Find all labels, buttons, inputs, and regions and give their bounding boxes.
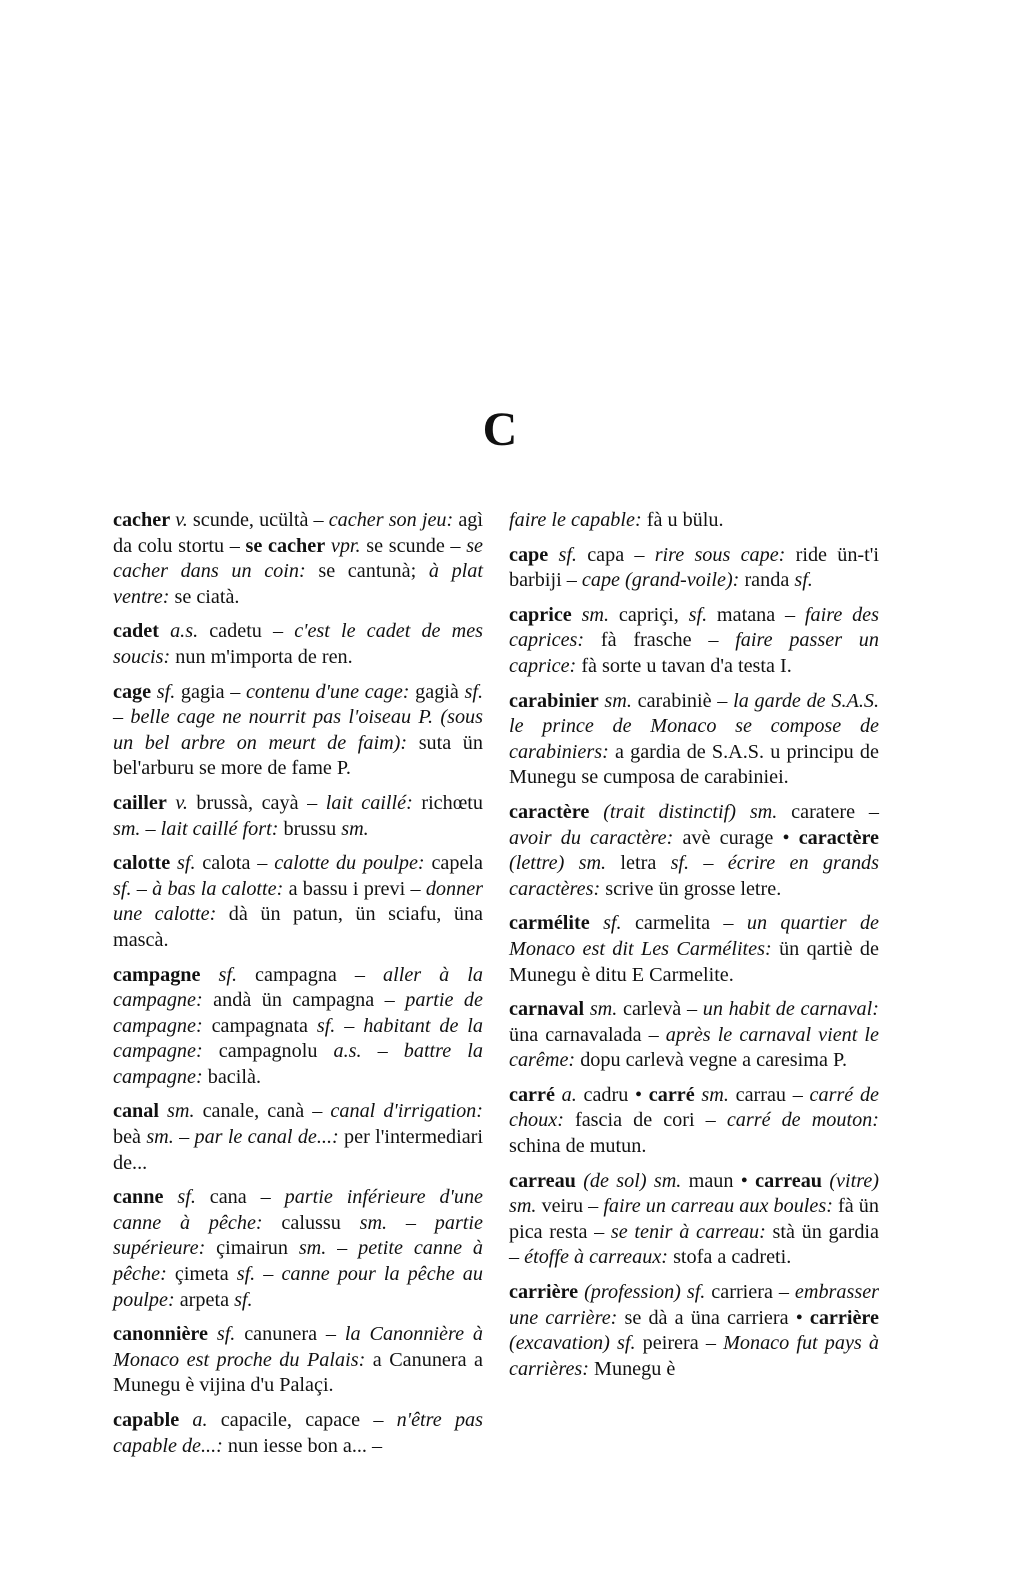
grammar-label: sm. (653, 1169, 682, 1192)
french-example: habitant de la campagne: (113, 1014, 483, 1063)
french-example: faire des caprices: (509, 603, 879, 652)
headword: cacher (113, 509, 171, 531)
dictionary-entry (509, 800, 879, 902)
translation-text: gagia – (175, 680, 246, 703)
translation-text: ride ün-t'i barbiji – (509, 543, 879, 592)
french-example: n'être pas capable de...: (113, 1409, 484, 1457)
translation-text (208, 1323, 217, 1345)
translation-text: cadetu – (198, 620, 295, 643)
section-letter: C (482, 403, 518, 456)
french-example: faire le capable: (509, 509, 642, 531)
translation-text: – (113, 706, 131, 729)
dictionary-entry (509, 1280, 879, 1382)
french-example: un quartier de Monaco est dit Les Carmélites: (509, 912, 880, 960)
translation-text: veiru – (536, 1195, 604, 1218)
dictionary-entry (113, 1322, 483, 1399)
french-example: c'est le cadet de mes soucis: (113, 620, 484, 668)
translation-text: – (361, 1040, 404, 1063)
french-example: Monaco fut pays à carrières: (509, 1332, 880, 1380)
translation-text: fascia de cori – (563, 1109, 727, 1132)
translation-text: brussu (278, 817, 342, 840)
translation-text: andà ün campagna – (202, 989, 406, 1012)
translation-text: ün qartiè de Munegu è ditu E Carmelite. (509, 937, 879, 986)
french-example: donner une calotte: (113, 877, 484, 926)
grammar-label: sm. (146, 1126, 174, 1149)
translation-text: çimairun (205, 1237, 299, 1260)
french-example: contenu d'une cage: (245, 680, 410, 703)
translation-text: scunde, ucültà – (187, 509, 329, 531)
dictionary-entry (113, 619, 483, 670)
headword: calotte (113, 852, 171, 875)
headword: cailler (113, 791, 167, 814)
translation-text: canale, canà – (194, 1100, 331, 1123)
headword: campagne (113, 963, 201, 986)
translation-text: – (255, 1263, 282, 1286)
headword: carré (509, 1083, 555, 1106)
translation-text (159, 620, 170, 642)
translation-text: matana – (707, 603, 805, 626)
dictionary-entry (113, 851, 483, 953)
grammar-label: sm. (167, 1100, 195, 1123)
dictionary-entry (113, 1408, 483, 1459)
translation-text: gagià (409, 680, 465, 703)
translation-text: fà ün pica resta – (509, 1195, 879, 1243)
translation-text: a Canunera a Munegu è vijina d'u Palaçi. (113, 1348, 483, 1397)
french-example: rire sous cape: (654, 543, 786, 566)
grammar-label: v. (175, 791, 188, 814)
dictionary-entry (113, 508, 483, 610)
translation-text (564, 852, 578, 874)
french-example: petite canne à pêche: (113, 1237, 483, 1286)
translation-text (555, 1084, 562, 1106)
translation-text: agì da colu stortu – (113, 509, 483, 557)
dictionary-entry (509, 1169, 879, 1271)
headword: carabinier (509, 689, 599, 712)
grammar-label: sf. (234, 1288, 253, 1311)
translation-text: – (335, 1014, 364, 1037)
headword: caractère (798, 826, 880, 849)
grammar-label: sf. (216, 1323, 236, 1346)
grammar-label: vpr. (330, 534, 361, 557)
translation-text: fà u bülu. (641, 509, 724, 531)
headword: canne (113, 1186, 164, 1209)
dictionary-entry (113, 963, 483, 1091)
translation-text (647, 1170, 654, 1192)
french-example: calotte du poulpe: (274, 852, 425, 875)
translation-text (159, 1100, 167, 1122)
dictionary-entry (509, 603, 879, 680)
french-example: carré de choux: (509, 1083, 880, 1132)
translation-text: campagnata (202, 1014, 317, 1037)
headword: carmélite (509, 912, 590, 935)
french-example: battre la campagne: (113, 1040, 483, 1088)
dictionary-entry (509, 689, 879, 791)
grammar-label: sm. (359, 1211, 388, 1234)
translation-text: campagnolu (202, 1040, 334, 1063)
french-example: aller à la campagne: (113, 963, 484, 1012)
translation-text: calussu (262, 1211, 360, 1234)
translation-text (163, 1186, 177, 1208)
translation-text: caratere – (777, 800, 879, 823)
french-example: canne pour la pêche au poulpe: (113, 1263, 483, 1311)
dictionary-entry (113, 680, 483, 782)
translation-text: se dà a üna carriera • (617, 1306, 810, 1329)
french-example: la garde de S.A.S. le prince de Monaco se compose de carabiniers: (509, 689, 880, 763)
grammar-label: sm. (589, 998, 618, 1021)
translation-text: campagna – (237, 963, 384, 986)
grammar-label: sf. (688, 603, 708, 626)
french-example: faire un carreau aux boules: (603, 1195, 833, 1218)
translation-text: capriçi, (609, 603, 689, 626)
headword: carreau (755, 1169, 823, 1192)
grammar-label: sf. (558, 543, 577, 566)
french-example: cacher son jeu: (328, 509, 454, 531)
translation-text: carrau – (728, 1083, 810, 1106)
grammar-label: sm. (749, 800, 778, 823)
translation-text: Munegu è (588, 1357, 676, 1380)
translation-text: nun iesse bon a... – (222, 1434, 383, 1457)
headword: cadet (113, 620, 159, 643)
translation-text: arpeta (174, 1288, 235, 1311)
french-example: à bas la calotte: (152, 877, 284, 900)
translation-text (179, 1409, 192, 1431)
headword: carrière (509, 1281, 579, 1304)
french-example: carré de mouton: (726, 1109, 879, 1132)
translation-text (170, 852, 177, 874)
french-example: (vitre) (829, 1169, 880, 1192)
grammar-label: sf. (686, 1281, 706, 1304)
translation-text: dà ün patun, ün sciafu, üna mascà. (113, 903, 483, 951)
dictionary-entry (113, 1099, 483, 1176)
translation-text: stà ün gardia – (509, 1220, 879, 1269)
french-example: (profession) (584, 1281, 681, 1304)
headword: carrière (809, 1306, 879, 1329)
dictionary-entry (509, 911, 879, 988)
headword: cape (509, 543, 549, 566)
dictionary-entry (509, 543, 879, 594)
dictionary-entry (509, 997, 879, 1074)
french-example: par le canal de...: (194, 1126, 339, 1149)
french-example: belle cage ne nourrit pas l'oiseau P. (sous un bel arbre on meurt de faim): (113, 706, 483, 754)
grammar-label: sm. (701, 1083, 729, 1106)
translation-text: – (689, 852, 728, 875)
dictionary-entry-continued (509, 508, 879, 534)
grammar-label: sf. (603, 912, 622, 935)
translation-text: scrive ün grosse letre. (600, 877, 782, 900)
grammar-label: sm. (604, 689, 632, 712)
grammar-label: sf. (156, 680, 176, 703)
grammar-label: a. (561, 1083, 577, 1106)
french-example: (excavation) (509, 1332, 610, 1355)
grammar-label: sf. (176, 852, 196, 875)
translation-text: calota – (195, 852, 275, 875)
french-example: partie de campagne: (113, 989, 483, 1037)
grammar-label: sm. (581, 603, 610, 626)
translation-text: carmelita – (621, 912, 747, 935)
french-example: avoir du caractère: (509, 826, 674, 849)
grammar-label: a.s. (333, 1040, 362, 1063)
translation-text: stofa a cadreti. (668, 1246, 792, 1269)
grammar-label: sf. (218, 963, 238, 986)
translation-text: çimeta (166, 1263, 237, 1286)
grammar-label: sf. (794, 569, 813, 592)
grammar-label: sf. (236, 1263, 256, 1286)
translation-text: carlevà – (617, 998, 703, 1021)
grammar-label: sm. (341, 817, 369, 840)
grammar-label: sm. (113, 817, 141, 840)
translation-text: – (387, 1211, 435, 1234)
translation-text: beà (113, 1126, 147, 1149)
translation-text (610, 1332, 617, 1354)
translation-text (548, 544, 558, 566)
translation-text (590, 912, 603, 934)
grammar-label: sf. (670, 852, 690, 875)
french-example: canal d'irrigation: (330, 1100, 483, 1123)
translation-text: fà sorte u tavan d'a testa I. (576, 654, 792, 677)
translation-text: maun • (681, 1169, 756, 1192)
french-example: écrire en grands caractères: (509, 852, 879, 900)
left-column (113, 508, 483, 1468)
french-example: la Canonnière à Monaco est proche du Palais: (113, 1323, 484, 1371)
headword: canal (113, 1100, 159, 1123)
dictionary-entry (113, 1185, 483, 1313)
translation-text: se cantunà; (305, 560, 429, 583)
headword: carnaval (509, 998, 585, 1021)
translation-text: schina de mutun. (509, 1135, 647, 1158)
translation-text: – (131, 877, 153, 900)
grammar-label: sm. (509, 1195, 537, 1218)
french-example: étoffe à carreaux: (524, 1246, 669, 1269)
headword: caractère (509, 800, 590, 823)
translation-text: avè curage • (673, 826, 799, 849)
french-example: embrasser une carrière: (509, 1281, 880, 1329)
headword: carré (648, 1083, 695, 1106)
french-example: partie supérieure: (113, 1211, 483, 1260)
french-example: un habit de carnaval: (702, 998, 879, 1021)
french-example: se cacher dans un coin: (113, 534, 484, 583)
translation-text: brussà, cayà – (187, 791, 326, 814)
grammar-label: v. (175, 509, 188, 531)
translation-text (200, 964, 218, 986)
grammar-label: sf. (113, 877, 132, 900)
right-column (509, 508, 879, 1391)
grammar-label: a. (192, 1409, 208, 1431)
headword: cage (113, 680, 152, 703)
translation-text: carriera – (705, 1281, 795, 1304)
translation-text (572, 604, 582, 626)
translation-text: – (140, 817, 161, 840)
translation-text: bacilà. (202, 1065, 261, 1088)
translation-text: per l'intermediari de... (113, 1126, 484, 1174)
headword: caprice (509, 603, 572, 626)
french-example: après le carnaval vient le carême: (509, 1023, 879, 1072)
french-example: lait caillé: (325, 791, 413, 814)
grammar-label: sm. (298, 1237, 327, 1260)
translation-text: canunera – (235, 1323, 345, 1346)
grammar-label: sf. (617, 1332, 636, 1355)
translation-text: dopu carlevà vegne a caresima P. (575, 1049, 847, 1072)
translation-text: peirera – (635, 1332, 724, 1355)
dictionary-entry (113, 791, 483, 842)
headword: se cacher (245, 534, 326, 557)
grammar-label: a.s. (170, 620, 199, 643)
translation-text: üna carnavalada – (509, 1023, 666, 1046)
translation-text: a gardia de S.A.S. u principu de Munegu se cumposa de carabiniei. (509, 740, 879, 789)
translation-text: fà frasche – (584, 629, 736, 652)
translation-text (736, 801, 750, 823)
translation-text: randa (739, 569, 795, 592)
headword: canonnière (113, 1323, 208, 1346)
translation-text: – (326, 1237, 359, 1260)
translation-text: capela (424, 852, 483, 875)
dictionary-entry (509, 1083, 879, 1160)
translation-text: capacile, capace – (207, 1409, 397, 1431)
french-example: partie inférieure d'une canne à pêche: (113, 1186, 483, 1234)
grammar-label: sf. (316, 1014, 336, 1037)
grammar-label: sf. (464, 680, 484, 703)
translation-text: a bassu i previ – (283, 877, 426, 900)
french-example: à plat ventre: (113, 560, 483, 608)
french-example: (lettre) (509, 852, 565, 875)
translation-text: letra (606, 852, 671, 875)
translation-text: – (173, 1126, 195, 1149)
french-example: cape (grand-voile): (581, 569, 740, 592)
french-example: (trait distinctif) (603, 800, 736, 823)
french-example: se tenir à carreau: (610, 1220, 766, 1243)
translation-text: nun m'importa de ren. (170, 645, 353, 668)
headword: carreau (509, 1169, 576, 1192)
translation-text: cadru • (576, 1083, 649, 1106)
translation-text: se scunde – (360, 534, 467, 557)
grammar-label: sf. (177, 1186, 196, 1209)
translation-text: cana – (195, 1186, 285, 1209)
translation-text: se ciatà. (169, 585, 240, 608)
french-example: faire passer un caprice: (509, 629, 879, 677)
translation-text: capa – (576, 543, 655, 566)
french-example: (de sol) (583, 1169, 647, 1192)
translation-text (589, 801, 603, 823)
translation-text: suta ün bel'arburu se more de fame P. (113, 731, 483, 780)
headword: capable (113, 1409, 180, 1431)
french-example: lait caillé fort: (160, 817, 279, 840)
translation-text: carabiniè – (631, 689, 734, 712)
grammar-label: sm. (578, 852, 607, 875)
translation-text: richœtu (412, 791, 484, 814)
